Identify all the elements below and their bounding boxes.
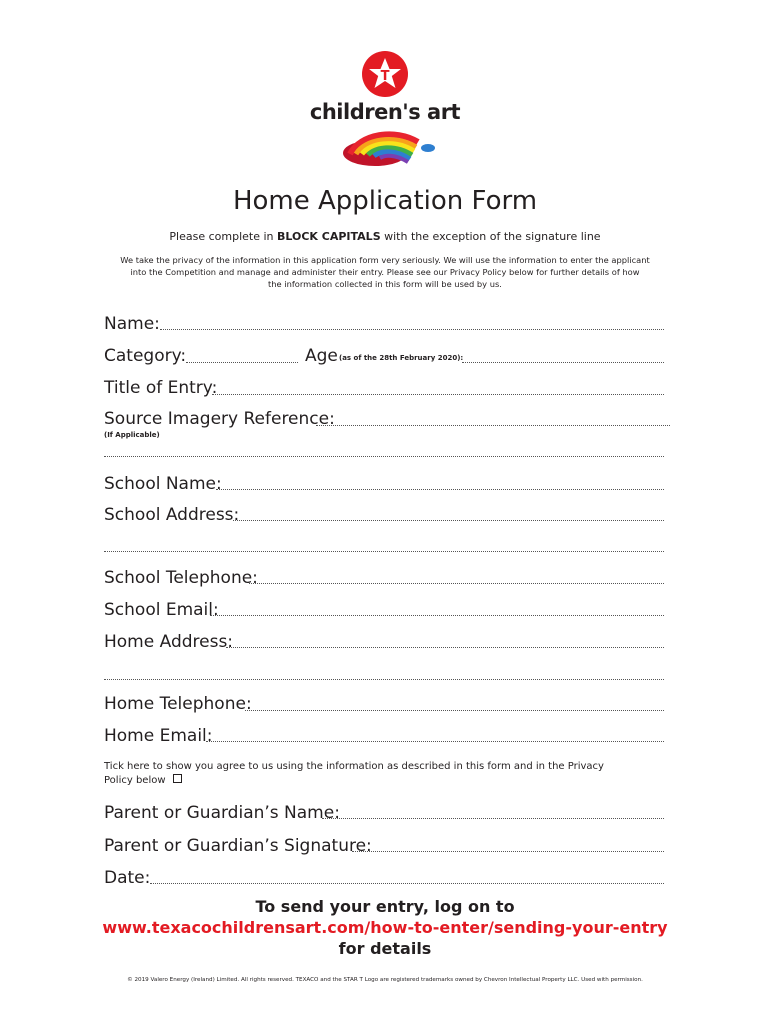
rainbow-paint-icon xyxy=(340,128,440,172)
consent-line-1: Tick here to show you agree to us using the information as described in this form and in the Privacy xyxy=(104,761,604,772)
privacy-paragraph xyxy=(0,254,770,290)
category-label: Category: xyxy=(104,346,187,366)
page-title: Home Application Form xyxy=(232,186,538,216)
source-imagery-field-line-2[interactable] xyxy=(104,456,664,457)
texaco-star-icon xyxy=(361,50,409,98)
age-note: (as of the 28th February 2020): xyxy=(339,354,464,362)
school-telephone-field[interactable] xyxy=(249,583,664,584)
school-address-label: School Address: xyxy=(104,505,240,525)
source-imagery-label: Source Imagery Reference: xyxy=(104,409,335,429)
instruction-line xyxy=(0,230,770,243)
instruction-bold: BLOCK CAPITALS xyxy=(277,230,381,243)
copyright-text: © 2019 Valero Energy (Ireland) Limited. All rights reserved. TEXACO and the STAR T Logo are registered trademarks owned by Chevron Intellectual Property LLC. Used with permission. xyxy=(127,977,643,983)
privacy-line-2: into the Competition and manage and administer their entry. Please see our Privacy Policy below for further details of how xyxy=(130,267,640,277)
name-field[interactable] xyxy=(160,329,664,330)
name-label: Name: xyxy=(104,314,160,334)
age-label: Age xyxy=(305,346,338,366)
school-name-label: School Name: xyxy=(104,474,222,494)
school-telephone-label: School Telephone: xyxy=(104,568,258,588)
home-address-field[interactable] xyxy=(226,647,664,648)
send-entry-line: To send your entry, log on to xyxy=(255,897,515,916)
school-address-field-line-2[interactable] xyxy=(104,551,664,552)
guardian-name-field[interactable] xyxy=(322,818,664,819)
school-email-field[interactable] xyxy=(210,615,664,616)
age-field[interactable] xyxy=(462,362,664,363)
instruction-prefix: Please complete in xyxy=(169,230,277,243)
texaco-logo xyxy=(361,50,409,98)
privacy-line-1: We take the privacy of the information in this application form very seriously. We will use the information to enter the applicant xyxy=(120,255,650,265)
home-address-label: Home Address: xyxy=(104,632,234,652)
entry-url-link[interactable]: www.texacochildrensart.com/how-to-enter/sending-your-entry xyxy=(102,918,668,937)
school-email-label: School Email: xyxy=(104,600,219,620)
home-email-field[interactable] xyxy=(206,741,664,742)
title-of-entry-label: Title of Entry: xyxy=(104,378,218,398)
school-name-field[interactable] xyxy=(216,489,664,490)
consent-checkbox[interactable] xyxy=(173,774,182,783)
date-label: Date: xyxy=(104,868,151,888)
guardian-signature-label: Parent or Guardian’s Signature: xyxy=(104,836,372,856)
instruction-suffix: with the exception of the signature line xyxy=(380,230,601,243)
home-address-field-line-2[interactable] xyxy=(104,679,664,680)
school-address-field[interactable] xyxy=(233,520,664,521)
if-applicable-note: (If Applicable) xyxy=(104,431,160,439)
home-telephone-field[interactable] xyxy=(245,710,664,711)
consent-line-2: Policy below xyxy=(104,775,166,786)
guardian-signature-field[interactable] xyxy=(352,851,664,852)
privacy-line-3: the information collected in this form will be used by us. xyxy=(268,279,502,289)
svg-text:T: T xyxy=(380,69,390,84)
title-of-entry-field[interactable] xyxy=(212,394,664,395)
source-imagery-field[interactable] xyxy=(316,425,670,426)
consent-text xyxy=(104,760,604,788)
details-line: for details xyxy=(338,939,432,958)
date-field[interactable] xyxy=(150,883,664,884)
home-telephone-label: Home Telephone: xyxy=(104,694,252,714)
home-email-label: Home Email: xyxy=(104,726,213,746)
category-field[interactable] xyxy=(186,362,298,363)
brand-text: children's art xyxy=(309,100,461,124)
guardian-name-label: Parent or Guardian’s Name: xyxy=(104,803,340,823)
